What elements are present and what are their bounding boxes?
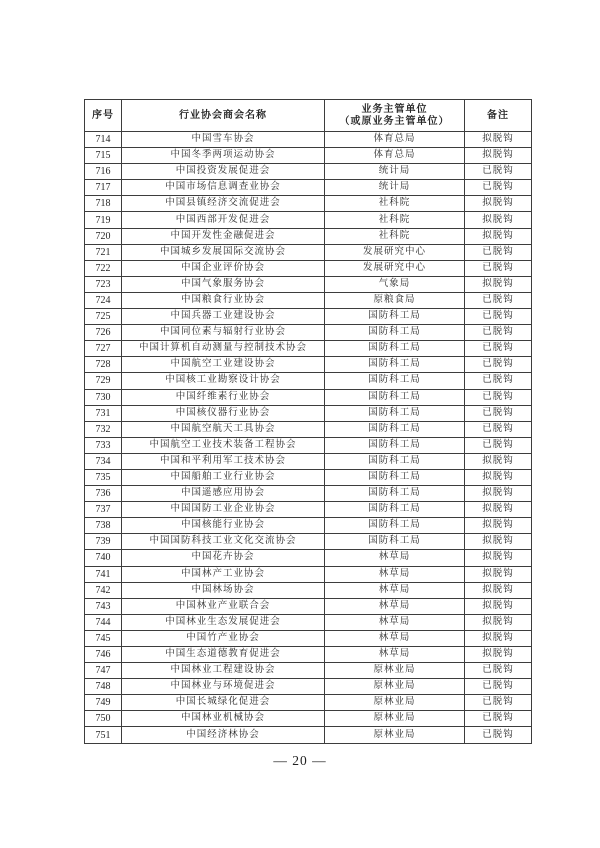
header-cell-name: 行业协会商会名称 <box>122 100 325 132</box>
cell-unit: 原林业局 <box>325 663 465 679</box>
table-row <box>85 212 532 228</box>
cell-unit: 社科院 <box>325 212 465 228</box>
cell-remark: 拟脱钩 <box>465 469 532 485</box>
cell-unit: 原林业局 <box>325 727 465 743</box>
cell-name: 中国长城绿化促进会 <box>122 695 325 711</box>
cell-remark: 拟脱钩 <box>465 598 532 614</box>
cell-no: 725 <box>85 309 122 325</box>
cell-unit: 国防科工局 <box>325 309 465 325</box>
table-row <box>85 679 532 695</box>
table-row <box>85 276 532 292</box>
header-cell-no: 序号 <box>85 100 122 132</box>
cell-remark: 拟脱钩 <box>465 582 532 598</box>
cell-unit: 国防科工局 <box>325 421 465 437</box>
cell-name: 中国航空工业建设协会 <box>122 357 325 373</box>
cell-unit: 社科院 <box>325 196 465 212</box>
cell-name: 中国兵器工业建设协会 <box>122 309 325 325</box>
cell-remark: 已脱钩 <box>465 405 532 421</box>
cell-unit: 国防科工局 <box>325 486 465 502</box>
cell-no: 730 <box>85 389 122 405</box>
cell-name: 中国船舶工业行业协会 <box>122 469 325 485</box>
cell-unit: 体育总局 <box>325 132 465 148</box>
cell-name: 中国纤维素行业协会 <box>122 389 325 405</box>
cell-name: 中国竹产业协会 <box>122 630 325 646</box>
cell-unit: 林草局 <box>325 630 465 646</box>
cell-remark: 已脱钩 <box>465 389 532 405</box>
cell-remark: 已脱钩 <box>465 695 532 711</box>
table-row <box>85 630 532 646</box>
table-row <box>85 598 532 614</box>
cell-unit: 国防科工局 <box>325 405 465 421</box>
cell-unit: 林草局 <box>325 647 465 663</box>
cell-no: 736 <box>85 486 122 502</box>
cell-remark: 拟脱钩 <box>465 647 532 663</box>
header-cell-remark: 备注 <box>465 100 532 132</box>
cell-remark: 已脱钩 <box>465 325 532 341</box>
table-row <box>85 132 532 148</box>
cell-no: 744 <box>85 614 122 630</box>
table-row <box>85 534 532 550</box>
table-row <box>85 325 532 341</box>
cell-unit: 林草局 <box>325 550 465 566</box>
table-row <box>85 341 532 357</box>
table-row <box>85 695 532 711</box>
cell-no: 727 <box>85 341 122 357</box>
cell-no: 734 <box>85 453 122 469</box>
table-row <box>85 148 532 164</box>
table-row <box>85 550 532 566</box>
cell-remark: 拟脱钩 <box>465 630 532 646</box>
cell-name: 中国林业机械协会 <box>122 711 325 727</box>
cell-name: 中国遥感应用协会 <box>122 486 325 502</box>
header-unit-line2: （或原业务主管单位） <box>339 115 450 127</box>
cell-no: 750 <box>85 711 122 727</box>
table-row <box>85 518 532 534</box>
cell-unit: 林草局 <box>325 614 465 630</box>
cell-name: 中国县镇经济交流促进会 <box>122 196 325 212</box>
cell-unit: 国防科工局 <box>325 502 465 518</box>
cell-remark: 已脱钩 <box>465 373 532 389</box>
cell-unit: 国防科工局 <box>325 518 465 534</box>
table-row <box>85 405 532 421</box>
page-number: — 20 — <box>273 753 327 768</box>
cell-no: 748 <box>85 679 122 695</box>
cell-name: 中国核仪器行业协会 <box>122 405 325 421</box>
cell-no: 732 <box>85 421 122 437</box>
cell-remark: 拟脱钩 <box>465 132 532 148</box>
table-row <box>85 647 532 663</box>
cell-remark: 拟脱钩 <box>465 148 532 164</box>
cell-no: 718 <box>85 196 122 212</box>
cell-no: 743 <box>85 598 122 614</box>
cell-name: 中国生态道德教育促进会 <box>122 647 325 663</box>
cell-name: 中国粮食行业协会 <box>122 292 325 308</box>
cell-name: 中国林业产业联合会 <box>122 598 325 614</box>
table-row <box>85 614 532 630</box>
table-row <box>85 437 532 453</box>
cell-name: 中国核工业勘察设计协会 <box>122 373 325 389</box>
cell-remark: 已脱钩 <box>465 357 532 373</box>
cell-unit: 国防科工局 <box>325 325 465 341</box>
cell-name: 中国航空工业技术装备工程协会 <box>122 437 325 453</box>
cell-name: 中国西部开发促进会 <box>122 212 325 228</box>
cell-no: 738 <box>85 518 122 534</box>
cell-no: 747 <box>85 663 122 679</box>
cell-name: 中国国防工业企业协会 <box>122 502 325 518</box>
cell-remark: 已脱钩 <box>465 679 532 695</box>
cell-name: 中国航空航天工具协会 <box>122 421 325 437</box>
table-row <box>85 260 532 276</box>
cell-name: 中国林业与环境促进会 <box>122 679 325 695</box>
cell-remark: 已脱钩 <box>465 164 532 180</box>
cell-name: 中国林业工程建设协会 <box>122 663 325 679</box>
table-row <box>85 196 532 212</box>
table-row <box>85 164 532 180</box>
cell-no: 728 <box>85 357 122 373</box>
table-row <box>85 228 532 244</box>
table-row <box>85 244 532 260</box>
cell-unit: 社科院 <box>325 228 465 244</box>
cell-no: 716 <box>85 164 122 180</box>
table-row <box>85 663 532 679</box>
cell-no: 749 <box>85 695 122 711</box>
cell-name: 中国冬季两项运动协会 <box>122 148 325 164</box>
cell-no: 717 <box>85 180 122 196</box>
cell-remark: 已脱钩 <box>465 292 532 308</box>
cell-no: 721 <box>85 244 122 260</box>
cell-remark: 拟脱钩 <box>465 212 532 228</box>
cell-no: 740 <box>85 550 122 566</box>
cell-name: 中国国防科技工业文化交流协会 <box>122 534 325 550</box>
cell-remark: 已脱钩 <box>465 421 532 437</box>
cell-remark: 已脱钩 <box>465 180 532 196</box>
cell-unit: 原林业局 <box>325 695 465 711</box>
cell-no: 742 <box>85 582 122 598</box>
cell-no: 729 <box>85 373 122 389</box>
table-row <box>85 582 532 598</box>
table-body <box>85 132 532 744</box>
table-row <box>85 309 532 325</box>
table-row <box>85 389 532 405</box>
cell-no: 739 <box>85 534 122 550</box>
cell-unit: 统计局 <box>325 180 465 196</box>
cell-name: 中国林场协会 <box>122 582 325 598</box>
cell-name: 中国雪车协会 <box>122 132 325 148</box>
cell-unit: 林草局 <box>325 566 465 582</box>
cell-remark: 已脱钩 <box>465 663 532 679</box>
cell-unit: 发展研究中心 <box>325 260 465 276</box>
cell-name: 中国开发性金融促进会 <box>122 228 325 244</box>
cell-name: 中国花卉协会 <box>122 550 325 566</box>
cell-name: 中国同位素与辐射行业协会 <box>122 325 325 341</box>
cell-remark: 已脱钩 <box>465 727 532 743</box>
cell-unit: 统计局 <box>325 164 465 180</box>
cell-unit: 国防科工局 <box>325 341 465 357</box>
table-row <box>85 711 532 727</box>
table-row <box>85 373 532 389</box>
cell-no: 737 <box>85 502 122 518</box>
cell-remark: 已脱钩 <box>465 260 532 276</box>
cell-remark: 已脱钩 <box>465 711 532 727</box>
cell-no: 751 <box>85 727 122 743</box>
header-unit-line1: 业务主管单位 <box>361 103 428 115</box>
cell-no: 745 <box>85 630 122 646</box>
cell-unit: 国防科工局 <box>325 373 465 389</box>
cell-no: 735 <box>85 469 122 485</box>
cell-remark: 拟脱钩 <box>465 196 532 212</box>
cell-remark: 已脱钩 <box>465 341 532 357</box>
cell-no: 733 <box>85 437 122 453</box>
cell-unit: 体育总局 <box>325 148 465 164</box>
cell-no: 715 <box>85 148 122 164</box>
cell-remark: 拟脱钩 <box>465 566 532 582</box>
table-row <box>85 469 532 485</box>
cell-unit: 气象局 <box>325 276 465 292</box>
cell-remark: 拟脱钩 <box>465 518 532 534</box>
table-row <box>85 727 532 743</box>
table-row <box>85 453 532 469</box>
cell-no: 722 <box>85 260 122 276</box>
cell-name: 中国企业评价协会 <box>122 260 325 276</box>
cell-unit: 林草局 <box>325 582 465 598</box>
table-row <box>85 292 532 308</box>
cell-remark: 拟脱钩 <box>465 614 532 630</box>
cell-remark: 拟脱钩 <box>465 486 532 502</box>
table-row <box>85 502 532 518</box>
cell-no: 720 <box>85 228 122 244</box>
cell-remark: 已脱钩 <box>465 244 532 260</box>
cell-name: 中国市场信息调查业协会 <box>122 180 325 196</box>
cell-unit: 原粮食局 <box>325 292 465 308</box>
cell-name: 中国林产工业协会 <box>122 566 325 582</box>
cell-no: 726 <box>85 325 122 341</box>
cell-remark: 已脱钩 <box>465 437 532 453</box>
cell-remark: 已脱钩 <box>465 309 532 325</box>
table-row <box>85 421 532 437</box>
table-row <box>85 180 532 196</box>
cell-name: 中国林业生态发展促进会 <box>122 614 325 630</box>
cell-remark: 拟脱钩 <box>465 502 532 518</box>
cell-unit: 国防科工局 <box>325 389 465 405</box>
table-row <box>85 486 532 502</box>
header-cell-unit <box>325 100 465 132</box>
cell-unit: 国防科工局 <box>325 469 465 485</box>
cell-unit: 发展研究中心 <box>325 244 465 260</box>
cell-unit: 林草局 <box>325 598 465 614</box>
cell-unit: 国防科工局 <box>325 357 465 373</box>
cell-remark: 拟脱钩 <box>465 276 532 292</box>
cell-unit: 国防科工局 <box>325 534 465 550</box>
cell-no: 741 <box>85 566 122 582</box>
cell-name: 中国经济林协会 <box>122 727 325 743</box>
cell-unit: 国防科工局 <box>325 453 465 469</box>
cell-remark: 拟脱钩 <box>465 550 532 566</box>
cell-no: 731 <box>85 405 122 421</box>
cell-no: 723 <box>85 276 122 292</box>
association-table <box>84 99 532 744</box>
cell-name: 中国计算机自动测量与控制技术协会 <box>122 341 325 357</box>
cell-unit: 国防科工局 <box>325 437 465 453</box>
cell-no: 746 <box>85 647 122 663</box>
cell-no: 724 <box>85 292 122 308</box>
cell-no: 714 <box>85 132 122 148</box>
header-row <box>85 100 532 132</box>
cell-name: 中国城乡发展国际交流协会 <box>122 244 325 260</box>
cell-remark: 拟脱钩 <box>465 228 532 244</box>
cell-name: 中国核能行业协会 <box>122 518 325 534</box>
table-header <box>85 100 532 132</box>
cell-unit: 原林业局 <box>325 711 465 727</box>
cell-name: 中国气象服务协会 <box>122 276 325 292</box>
table-row <box>85 357 532 373</box>
table-row <box>85 566 532 582</box>
cell-unit: 原林业局 <box>325 679 465 695</box>
cell-no: 719 <box>85 212 122 228</box>
cell-remark: 拟脱钩 <box>465 453 532 469</box>
cell-name: 中国和平利用军工技术协会 <box>122 453 325 469</box>
cell-remark: 拟脱钩 <box>465 534 532 550</box>
cell-name: 中国投资发展促进会 <box>122 164 325 180</box>
